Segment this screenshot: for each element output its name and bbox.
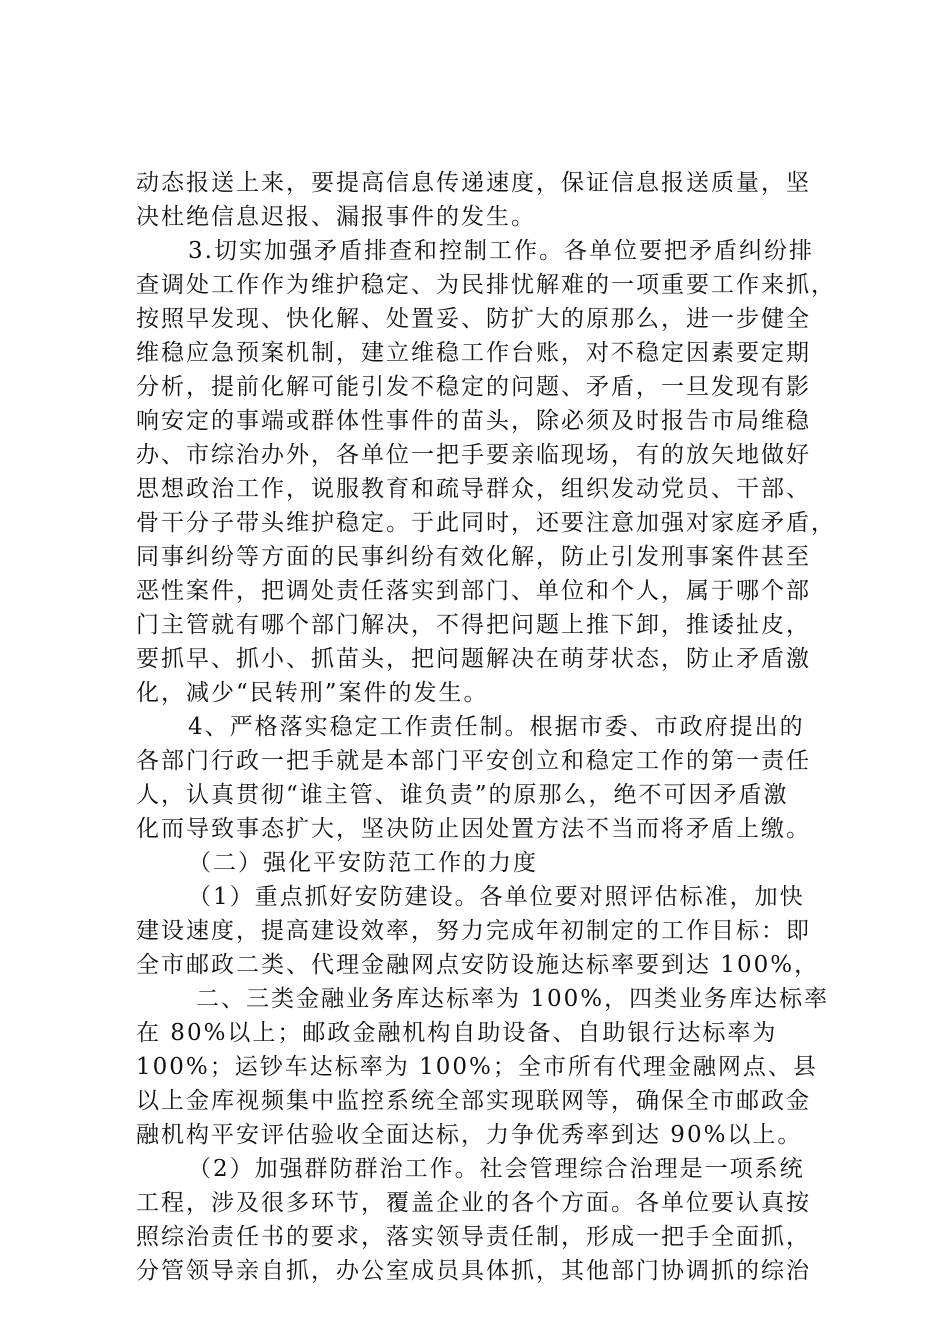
- text-line: （1）重点抓好安防建设。各单位要对照评估标准，加快: [188, 884, 805, 910]
- text-line: 动态报送上来，要提高信息传递速度，保证信息报送质量，坚: [136, 170, 811, 196]
- text-line: 同事纠纷等方面的民事纠纷有效化解，防止引发刑事案件甚至: [136, 544, 811, 570]
- text-line: 化，减少“民转刑”案件的发生。: [136, 680, 489, 706]
- text-line: 在 80%以上；邮政金融机构自助设备、自助银行达标率为: [136, 1020, 778, 1046]
- text-line: 人，认真贯彻“谁主管、谁负责”的原那么，绝不可因矛盾激: [136, 782, 789, 808]
- text-line: 全市邮政二类、代理金融网点安防设施达标率要到达 100%，: [136, 952, 820, 978]
- text-line: 二、三类金融业务库达标率为 100%，四类业务库达标率: [196, 986, 830, 1012]
- text-line: 门主管就有哪个部门解决，不得把问题上推下卸，推诿扯皮，: [136, 612, 811, 638]
- text-line: 响安定的事端或群体性事件的苗头，除必须及时报告市局维稳: [136, 408, 811, 434]
- text-line: 骨干分子带头维护稳定。于此同时，还要注意加强对家庭矛盾，: [136, 510, 836, 536]
- text-line: 4、严格落实稳定工作责任制。根据市委、市政府提出的: [188, 714, 805, 740]
- text-line: 工程，涉及很多环节，覆盖企业的各个方面。各单位要认真按: [136, 1190, 811, 1216]
- text-line: 思想政治工作，说服教育和疏导群众，组织发动党员、干部、: [136, 476, 811, 502]
- section-heading: （二）强化平安防范工作的力度: [188, 850, 538, 876]
- text-line: 以上金库视频集中监控系统全部实现联网等，确保全市邮政金: [136, 1088, 811, 1114]
- text-line: （2）加强群防群治工作。社会管理综合治理是一项系统: [188, 1156, 805, 1182]
- text-line: 融机构平安评估验收全面达标，力争优秀率到达 90%以上。: [136, 1122, 803, 1148]
- text-line: 分析，提前化解可能引发不稳定的问题、矛盾，一旦发现有影: [136, 374, 811, 400]
- text-line: 按照早发现、快化解、处置妥、防扩大的原那么，进一步健全: [136, 306, 811, 332]
- text-line: 恶性案件，把调处责任落实到部门、单位和个人，属于哪个部: [136, 578, 811, 604]
- text-line: 分管领导亲自抓，办公室成员具体抓，其他部门协调抓的综治: [136, 1258, 811, 1284]
- text-line: 各部门行政一把手就是本部门平安创立和稳定工作的第一责任: [136, 748, 811, 774]
- text-line: 建设速度，提高建设效率，努力完成年初制定的工作目标：即: [136, 918, 811, 944]
- text-line: 要抓早、抓小、抓苗头，把问题解决在萌芽状态，防止矛盾激: [136, 646, 811, 672]
- text-line: 照综治责任书的要求，落实领导责任制，形成一把手全面抓，: [136, 1224, 811, 1250]
- text-line: 100%；运钞车达标率为 100%；全市所有代理金融网点、县: [136, 1054, 818, 1080]
- text-line: 维稳应急预案机制，建立维稳工作台账，对不稳定因素要定期: [136, 340, 811, 366]
- text-line: 3.切实加强矛盾排查和控制工作。各单位要把矛盾纠纷排: [188, 238, 814, 264]
- text-line: 决杜绝信息迟报、漏报事件的发生。: [136, 204, 536, 230]
- text-line: 办、市综治办外，各单位一把手要亲临现场，有的放矢地做好: [136, 442, 811, 468]
- text-line: 查调处工作作为维护稳定、为民排忧解难的一项重要工作来抓，: [136, 272, 836, 298]
- text-line: 化而导致事态扩大，坚决防止因处置方法不当而将矛盾上缴。: [136, 816, 811, 842]
